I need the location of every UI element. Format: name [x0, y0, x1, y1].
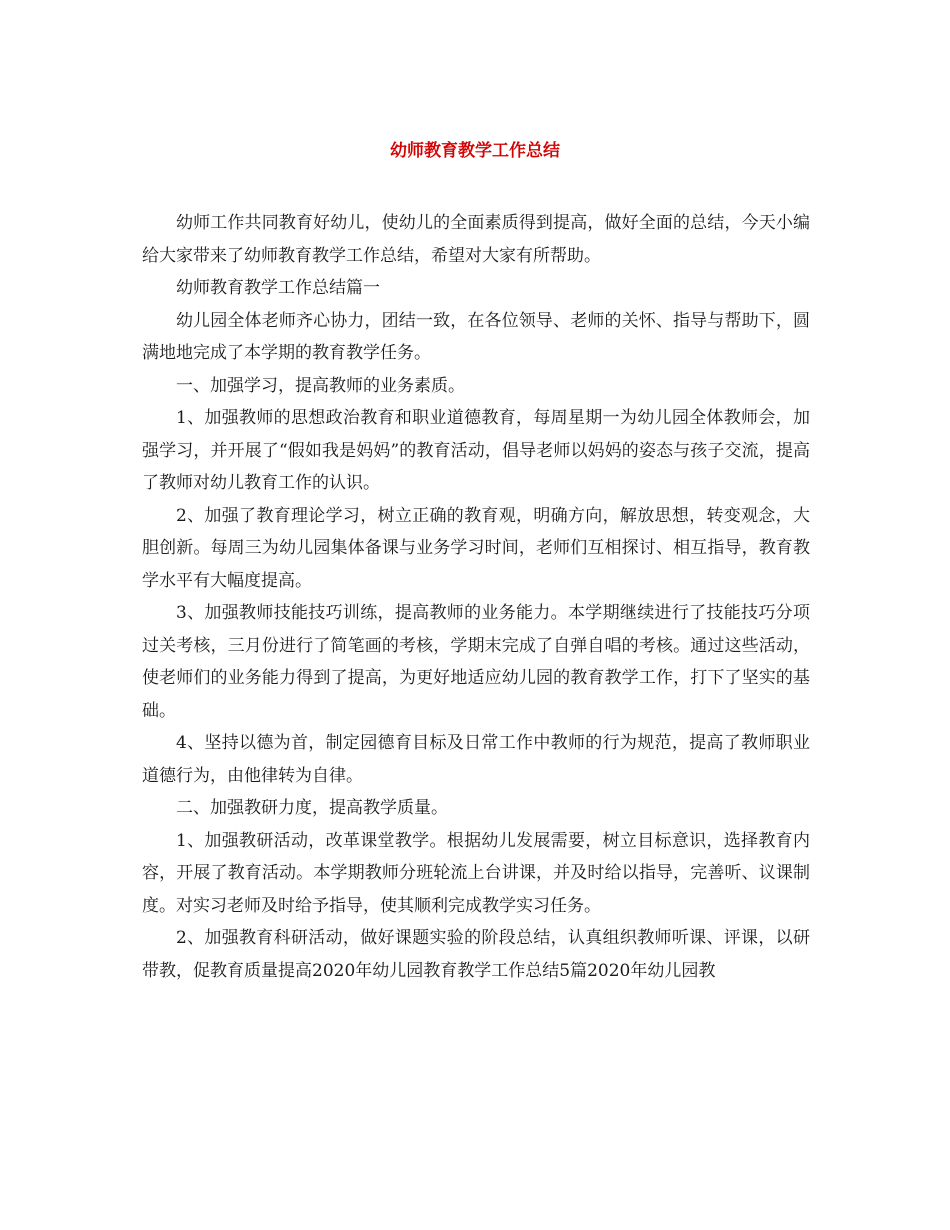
paragraph-intro: 幼师工作共同教育好幼儿，使幼儿的全面素质得到提高，做好全面的总结，今天小编给大家带来了幼师教育教学工作总结，希望对大家有所帮助。	[142, 213, 810, 266]
paragraph-item-1-2: 2、加强了教育理论学习，树立正确的教育观，明确方向，解放思想，转变观念，大胆创新。每周三为幼儿园集体备课与业务学习时间，老师们互相探讨、相互指导，教育教学水平有大幅度提高。	[142, 505, 810, 591]
document-body	[142, 207, 810, 987]
paragraph-item-1-4: 4、坚持以德为首，制定园德育目标及日常工作中教师的行为规范，提高了教师职业道德行为，由他律转为自律。	[142, 733, 810, 786]
paragraph-overview: 幼儿园全体老师齐心协力，团结一致，在各位领导、老师的关怀、指导与帮助下，圆满地地完成了本学期的教育教学任务。	[142, 310, 810, 363]
paragraph-item-1-1: 1、加强教师的思想政治教育和职业道德教育，每周星期一为幼儿园全体教师会，加强学习，并开展了“假如我是妈妈”的教育活动，倡导老师以妈妈的姿态与孩子交流，提高了教师对幼儿教育工作的认识。	[142, 408, 810, 493]
paragraph-heading-1: 一、加强学习，提高教师的业务素质。	[176, 375, 465, 396]
paragraph-item-2-1: 1、加强教研活动，改革课堂教学。根据幼儿发展需要，树立目标意识，选择教育内容，开展了教育活动。本学期教师分班轮流上台讲课，并及时给以指导，完善听、议课制度。对实习老师及时给予指导，使其顺利完成教学实习任务。	[142, 830, 810, 916]
document-title: 幼师教育教学工作总结	[390, 141, 560, 161]
paragraph-item-1-3: 3、加强教师技能技巧训练，提高教师的业务能力。本学期继续进行了技能技巧分项过关考核，三月份进行了简笔画的考核，学期末完成了自弹自唱的考核。通过这些活动，使老师们的业务能力得到了提高，为更好地适应幼儿园的教育教学工作，打下了坚实的基础。	[142, 603, 810, 721]
paragraph-heading-2: 二、加强教研力度，提高教学质量。	[176, 798, 448, 818]
paragraph-section-heading: 幼师教育教学工作总结篇一	[176, 278, 380, 298]
paragraph-item-2-2: 2、加强教育科研活动，做好课题实验的阶段总结，认真组织教师听课、评课，以研带教，促教育质量提高2020年幼儿园教育教学工作总结5篇2020年幼儿园教	[142, 928, 810, 981]
